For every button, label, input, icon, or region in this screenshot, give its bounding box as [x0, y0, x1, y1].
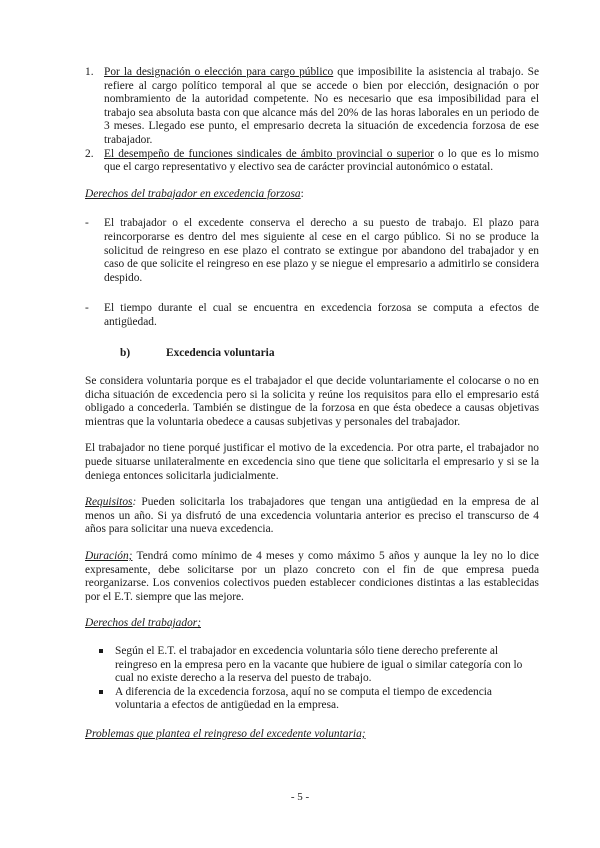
- list-item-lead: Por la designación o elección para cargo público: [104, 66, 334, 78]
- list-number: 1.: [85, 66, 94, 78]
- dash-item-text: El trabajador o el excedente conserva el derecho a su puesto de trabajo. El plazo para reincorporarse es dentro del mes siguiente al cese en el cargo público. Si no se produce la solicitud de reingreso en ese plazo el contrato se extingue por abandono del trabajador y en caso de que solicite el reingreso en ese plazo y se niegue el empresario a admitirlo se considera despido.: [104, 217, 539, 284]
- bullet-text: Según el E.T. el trabajador en excedencia voluntaria sólo tiene derecho preferente al reingreso en la empresa pero en la vacante que hubiere de igual o similar categoría con lo cual no existe derecho a la reserva del puesto de trabajo.: [115, 645, 523, 685]
- duracion-label: Duración;: [85, 550, 133, 563]
- list-number: 2.: [85, 147, 94, 160]
- dash-item: [85, 217, 539, 285]
- section-heading-problemas: Problemas que plantea el reingreso del excedente voluntaria;: [85, 727, 366, 740]
- page-number: - 5 -: [290, 791, 310, 803]
- list-item-text: o lo que es lo mismo que el cargo representativo y electivo sea de carácter provincial autonómico o estatal.: [104, 147, 539, 174]
- list-item: [85, 66, 539, 148]
- requisitos-paragraph: Requisitos: Pueden solicitarla los trabajadores que tengan una antigüedad en la empresa de al menos un año. Si ya disfrutó de una excedencia voluntaria anterior es preciso el transcurso de 4 años para solicitar una nueva excedencia.: [85, 496, 539, 536]
- dash-item-text: El tiempo durante el cual se encuentra en excedencia forzosa se computa a efectos de antigüedad.: [104, 302, 539, 328]
- requisitos-label: Requisitos: [85, 496, 133, 509]
- section-heading-derechos: Derechos del trabajador;: [85, 617, 201, 630]
- bullet-square-icon: [99, 690, 103, 694]
- list-item-lead: El desempeño de funciones sindicales de ámbito provincial o superior: [104, 147, 434, 160]
- paragraph: El trabajador no tiene porqué justificar el motivo de la excedencia. Por otra parte, el trabajador no puede situarse unilateralmente en excedencia sino que tiene que solicitarla el empresario y si se la deniega entonces solicitarla judicialmente.: [85, 442, 539, 482]
- section-title-b: b) Excedencia voluntaria: [120, 346, 275, 359]
- duracion-paragraph: Duración; Tendrá como mínimo de 4 meses y como máximo 5 años y aunque la ley no lo dice expresamente, debe solicitarse por un plazo concreto con el fin de que empresa pueda reorganizarse. Los convenios colectivos pueden establecer condiciones distintas a las establecidas por el E.T. siempre que las mejore.: [85, 550, 539, 603]
- bullet-item: [95, 686, 539, 713]
- dash-marker: -: [85, 217, 89, 230]
- dash-item: [85, 302, 539, 329]
- bullet-item: [95, 645, 539, 686]
- dash-marker: -: [85, 302, 89, 315]
- section-heading-forzosa: Derechos del trabajador en excedencia forzosa:: [85, 187, 304, 200]
- bullet-square-icon: [99, 649, 103, 653]
- document-body: [85, 66, 539, 742]
- bullet-text: A diferencia de la excedencia forzosa, aquí no se computa el tiempo de excedencia voluntaria a efectos de antigüedad en la empresa.: [115, 685, 492, 712]
- paragraph: Se considera voluntaria porque es el trabajador el que decide voluntariamente el colocarse o no en dicha situación de excedencia pero si la solicita y reúne los requisitos para ello el empresario está obligado a concederla. También se distingue de la forzosa en que ésta obedece a causas objetivas mientras que la voluntaria obedece a causas subjetivas y personales del trabajador.: [85, 375, 539, 428]
- list-item-text: que imposibilite la asistencia al trabajo. Se refiere al cargo político temporal al que se accede o bien por elección, designación o por nombramiento de la autoridad competente. No es necesario que esa imposibilidad para el trabajo sea absoluta basta con que alcance más del 20% de las horas laborales en un periodo de 3 meses. Llegado ese punto, el empresario decreta la situación de excedencia forzosa de ese trabajador.: [104, 66, 539, 146]
- list-item: [85, 148, 539, 175]
